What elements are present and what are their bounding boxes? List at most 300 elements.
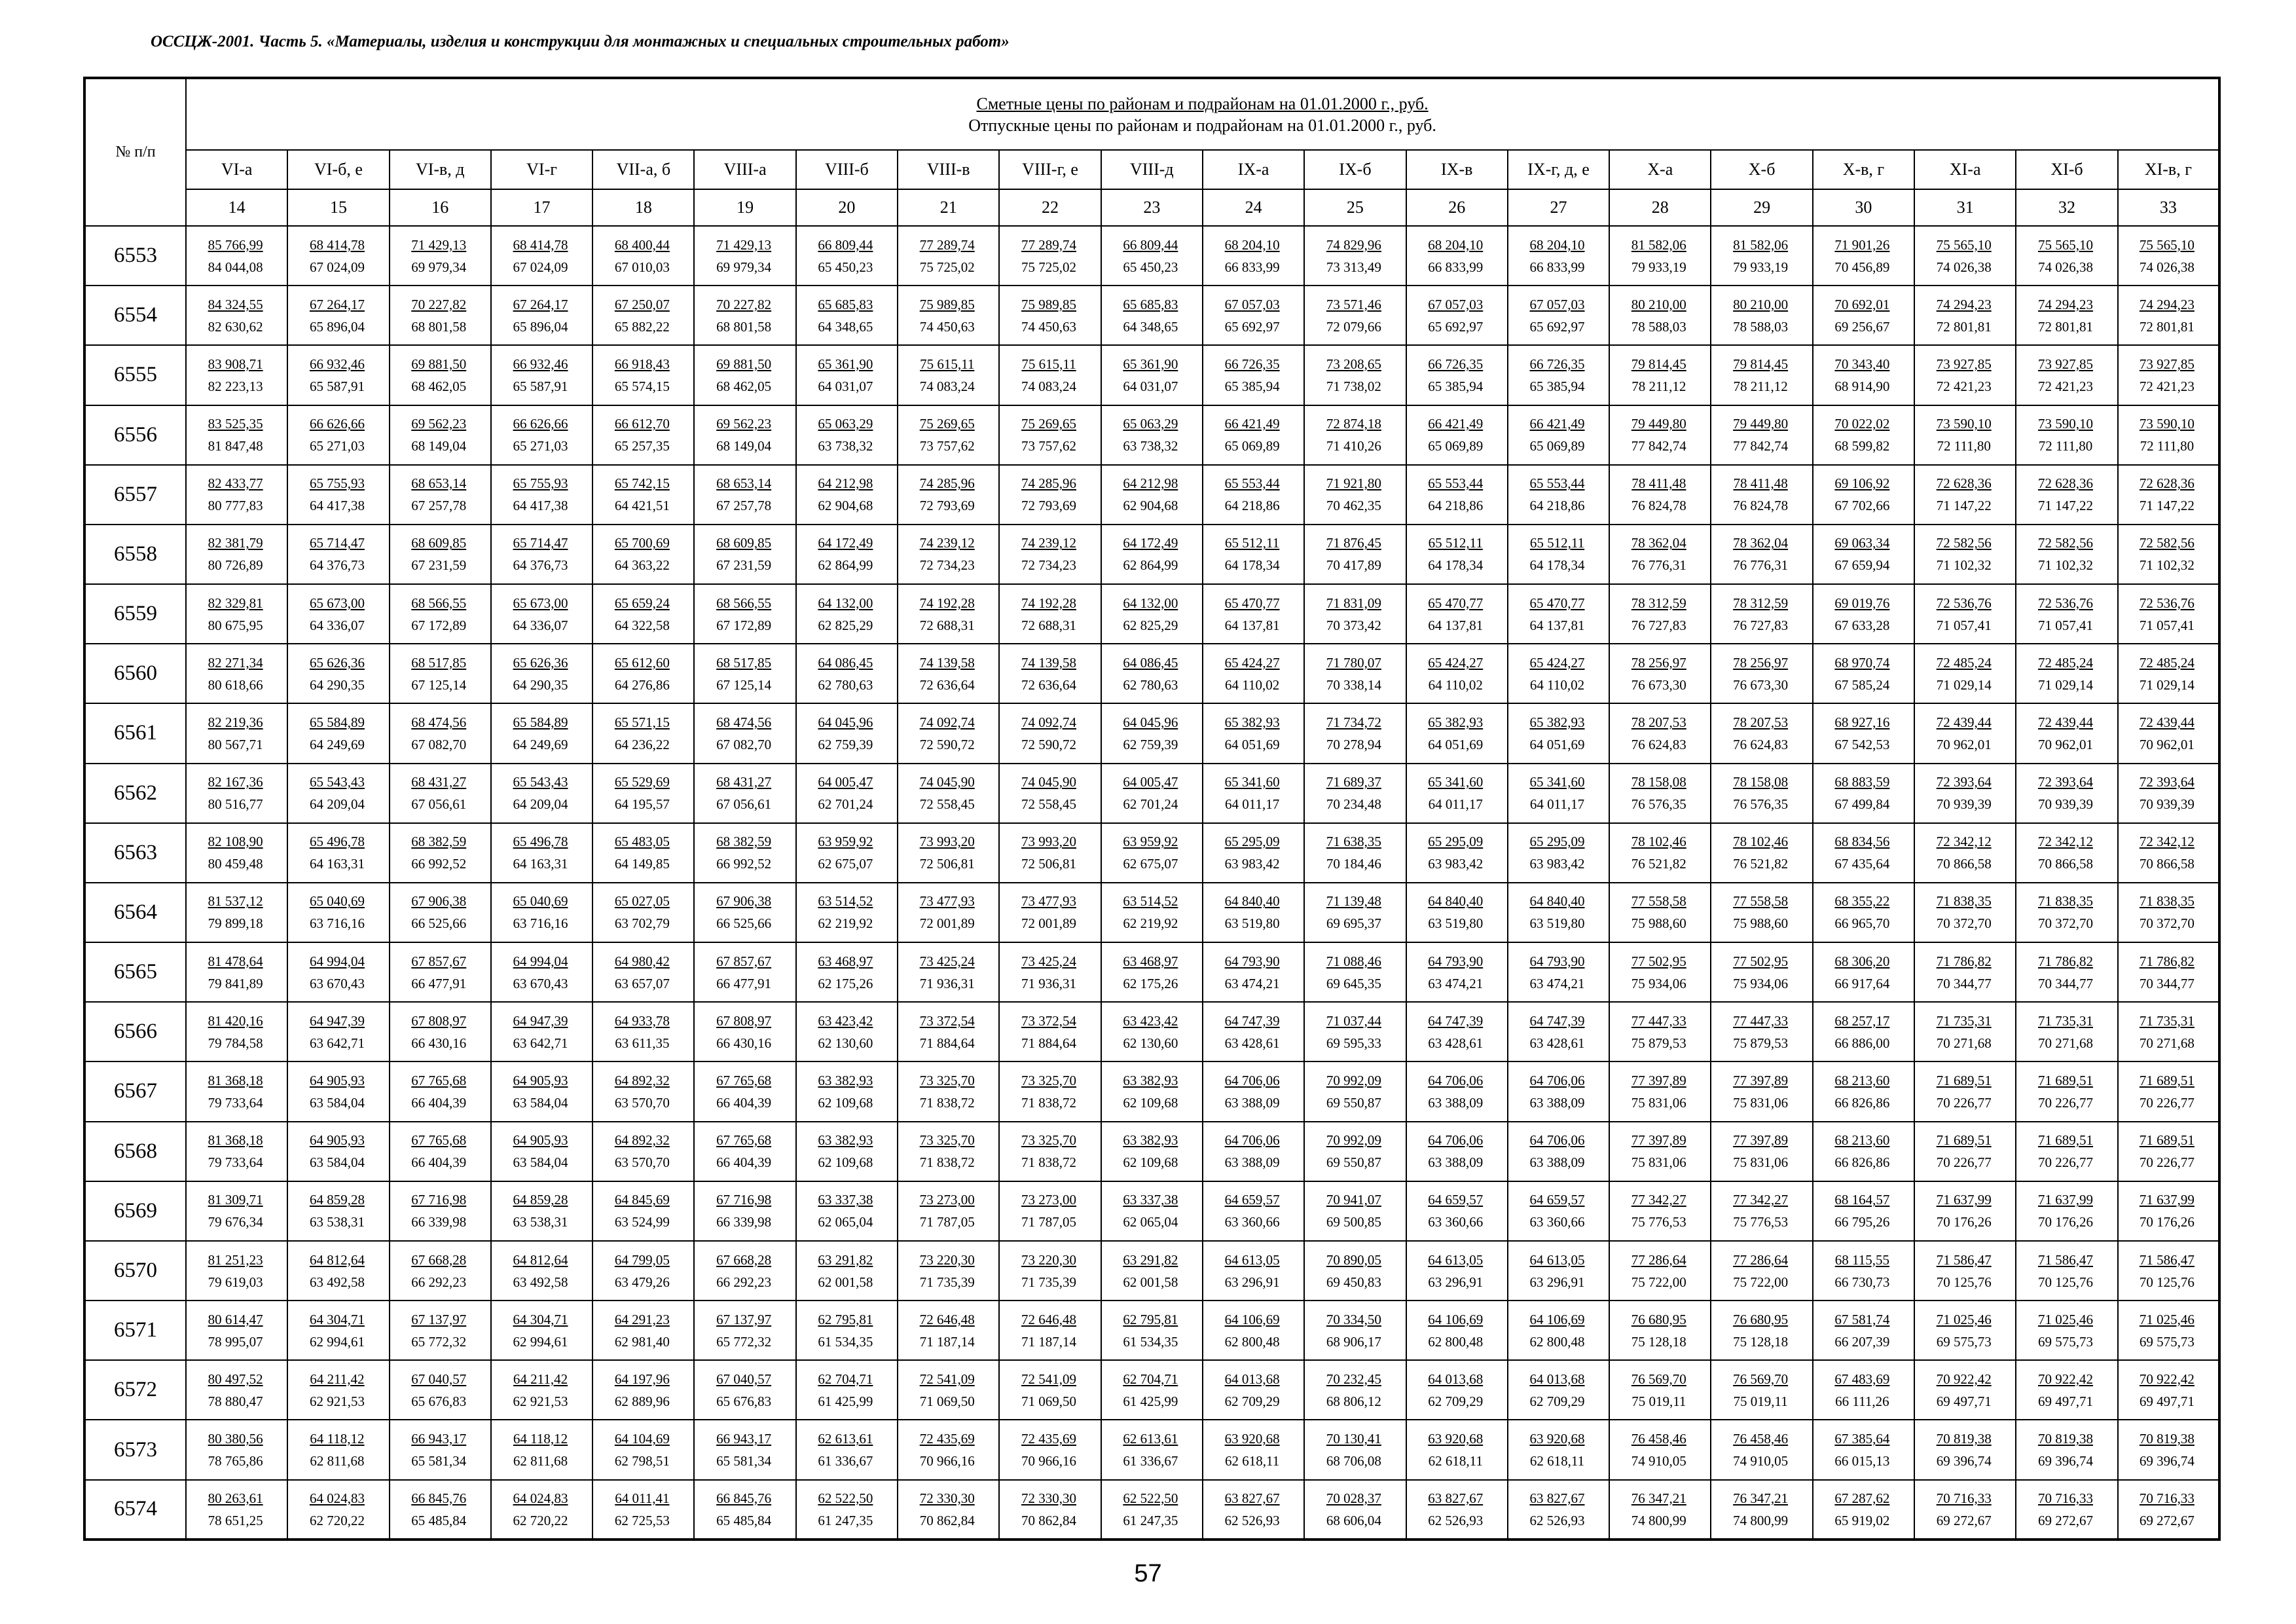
estimated-price: 77 397,89 [1733,1072,1789,1088]
estimated-price: 81 368,18 [208,1132,263,1149]
release-price: 74 026,38 [1936,259,1992,275]
estimated-price: 78 102,46 [1631,834,1686,850]
release-price: 78 588,03 [1631,318,1686,335]
price-cell [1406,1480,1508,1540]
price-cell [694,1181,795,1241]
release-price: 66 965,70 [1834,915,1890,932]
estimated-price: 67 668,28 [716,1251,772,1268]
release-price: 66 404,39 [716,1094,772,1111]
release-price: 79 784,58 [208,1035,263,1051]
price-cell [1406,525,1508,584]
release-price: 71 147,22 [1936,498,1992,514]
estimated-price: 64 613,05 [1428,1251,1484,1268]
release-price: 64 051,69 [1529,736,1585,752]
region-header: IX-в [1406,150,1508,189]
price-cell [1711,644,1812,703]
price-cell [287,883,389,942]
column-number: 14 [186,189,287,226]
estimated-price: 77 447,33 [1733,1012,1789,1029]
estimated-price: 64 812,64 [309,1251,365,1268]
price-cell [1203,764,1304,823]
estimated-price: 71 876,45 [1326,535,1381,551]
estimated-price: 65 496,78 [309,834,365,850]
release-price: 72 421,23 [1936,378,1992,394]
estimated-price: 71 025,46 [2139,1311,2195,1327]
release-price: 67 585,24 [1834,676,1890,693]
estimated-price: 64 212,98 [1123,475,1178,492]
estimated-price: 64 799,05 [614,1251,670,1268]
estimated-price: 77 502,95 [1631,953,1686,969]
column-number: 33 [2118,189,2219,226]
estimated-price: 72 439,44 [1936,714,1992,730]
price-cell [1609,823,1711,883]
release-price: 75 934,06 [1631,975,1686,991]
column-number: 30 [1813,189,1914,226]
price-cell [1101,345,1203,405]
estimated-price: 70 227,82 [411,296,467,312]
estimated-price: 65 529,69 [614,774,670,790]
estimated-price: 65 382,93 [1224,714,1280,730]
estimated-price: 80 380,56 [208,1431,263,1447]
estimated-price: 68 204,10 [1428,236,1484,253]
estimated-price: 65 040,69 [513,893,568,910]
estimated-price: 78 312,59 [1733,595,1789,611]
estimated-price: 71 586,47 [1936,1251,1992,1268]
estimated-price: 66 421,49 [1428,416,1484,432]
release-price: 64 218,86 [1428,498,1484,514]
price-cell [1813,703,1914,763]
price-cell [898,1301,999,1360]
table-row [84,644,2219,703]
release-price: 63 296,91 [1428,1274,1484,1290]
table-row [84,883,2219,942]
column-number: 16 [390,189,491,226]
release-price: 80 459,48 [208,856,263,872]
estimated-price: 67 264,17 [513,296,568,312]
release-price: 76 521,82 [1733,856,1789,872]
price-cell [491,1301,592,1360]
estimated-price: 66 726,35 [1224,356,1280,372]
release-price: 71 147,22 [2139,498,2195,514]
estimated-price: 64 706,06 [1224,1072,1280,1088]
price-cell [796,584,898,644]
release-price: 72 001,89 [919,915,975,932]
column-number: 28 [1609,189,1711,226]
price-cell [1101,703,1203,763]
release-price: 78 588,03 [1733,318,1789,335]
price-cell [999,1002,1101,1061]
table-row [84,286,2219,345]
price-cell [2118,584,2219,644]
release-price: 70 234,48 [1326,796,1381,813]
release-price: 62 701,24 [818,796,873,813]
release-price: 64 417,38 [309,498,365,514]
estimated-price: 64 106,69 [1428,1311,1484,1327]
estimated-price: 74 285,96 [919,475,975,492]
release-price: 67 231,59 [716,557,772,574]
release-price: 76 727,83 [1733,617,1789,633]
release-price: 64 110,02 [1225,676,1280,693]
row-number: 6565 [84,942,186,1002]
estimated-price: 78 362,04 [1631,535,1686,551]
price-cell [1406,1181,1508,1241]
price-cell [491,1241,592,1301]
release-price: 62 219,92 [1123,915,1178,932]
price-cell [1406,1122,1508,1181]
estimated-price: 69 562,23 [716,416,772,432]
release-price: 70 962,01 [1936,736,1992,752]
estimated-price: 72 628,36 [2037,475,2093,492]
price-cell [1304,1480,1406,1540]
price-cell [1711,345,1812,405]
estimated-price: 77 289,74 [919,236,975,253]
estimated-price: 73 477,93 [1021,893,1077,910]
release-price: 70 344,77 [1936,975,1992,991]
row-number: 6555 [84,345,186,405]
estimated-price: 67 857,67 [716,953,772,969]
release-price: 76 673,30 [1631,676,1686,693]
price-cell [491,883,592,942]
price-cell [796,525,898,584]
estimated-price: 64 197,96 [614,1371,670,1387]
estimated-price: 63 382,93 [818,1072,873,1088]
price-cell [1406,286,1508,345]
estimated-price: 64 304,71 [309,1311,365,1327]
price-cell [491,226,592,286]
release-price: 63 428,61 [1529,1035,1585,1051]
price-cell [491,405,592,465]
release-price: 66 795,26 [1834,1214,1890,1230]
price-cell [390,1122,491,1181]
release-price: 64 290,35 [309,676,365,693]
estimated-price: 73 477,93 [919,893,975,910]
price-cell [1304,703,1406,763]
price-cell [796,465,898,525]
release-price: 71 029,14 [1936,676,1992,693]
price-cell [898,226,999,286]
estimated-price: 64 747,39 [1428,1012,1484,1029]
price-cell [1609,1480,1711,1540]
release-price: 64 376,73 [513,557,568,574]
release-price: 67 172,89 [411,617,467,633]
price-cell [1508,286,1609,345]
release-price: 72 801,81 [2037,318,2093,335]
release-price: 75 831,06 [1733,1094,1789,1111]
estimated-price: 78 207,53 [1631,714,1686,730]
price-cell [2016,1480,2117,1540]
release-price: 63 524,99 [614,1214,670,1230]
column-number: 25 [1304,189,1406,226]
release-price: 64 178,34 [1224,557,1280,574]
estimated-price: 74 045,90 [919,774,975,790]
price-cell [1609,644,1711,703]
price-cell [694,286,795,345]
estimated-price: 79 814,45 [1733,356,1789,372]
estimated-price: 74 192,28 [919,595,975,611]
release-price: 71 838,72 [919,1154,975,1171]
price-cell [898,405,999,465]
price-cell [186,1181,287,1241]
estimated-price: 65 341,60 [1224,774,1280,790]
release-price: 67 082,70 [716,736,772,752]
price-cell [999,1061,1101,1121]
release-price: 64 163,31 [513,856,568,872]
estimated-price: 65 512,11 [1428,535,1483,551]
release-price: 70 417,89 [1326,557,1381,574]
price-cell [1508,1360,1609,1420]
estimated-price: 73 927,85 [2037,356,2093,372]
release-price: 64 236,22 [614,736,670,752]
price-cell [898,703,999,763]
column-number: 24 [1203,189,1304,226]
release-price: 74 910,05 [1631,1453,1686,1469]
price-cell [898,1480,999,1540]
price-cell [186,703,287,763]
estimated-price: 71 637,99 [1936,1192,1992,1208]
release-price: 63 388,09 [1428,1154,1484,1171]
region-header: X-б [1711,150,1812,189]
estimated-price: 68 653,14 [716,475,772,492]
release-price: 62 725,53 [614,1512,670,1528]
release-price: 62 175,26 [1123,975,1178,991]
release-price: 73 757,62 [1021,438,1077,454]
estimated-price: 66 845,76 [411,1490,467,1506]
row-number: 6572 [84,1360,186,1420]
estimated-price: 63 920,68 [1529,1431,1585,1447]
estimated-price: 63 959,92 [818,834,873,850]
price-cell [898,525,999,584]
estimated-price: 82 381,79 [208,535,263,551]
estimated-price: 67 057,03 [1224,296,1280,312]
price-cell [287,1061,389,1121]
release-price: 65 581,34 [716,1453,772,1469]
estimated-price: 64 013,68 [1428,1371,1484,1387]
release-price: 67 082,70 [411,736,467,752]
estimated-price: 64 859,28 [513,1192,568,1208]
price-cell [898,465,999,525]
release-price: 62 618,11 [1529,1453,1585,1469]
price-cell [1914,226,2016,286]
release-price: 62 994,61 [513,1333,568,1350]
price-cell [186,1241,287,1301]
release-price: 63 360,66 [1224,1214,1280,1230]
price-cell [1304,644,1406,703]
release-price: 64 421,51 [614,498,670,514]
release-price: 65 587,91 [513,378,568,394]
price-cell [1203,883,1304,942]
release-price: 66 404,39 [411,1094,467,1111]
price-cell [1914,525,2016,584]
estimated-price: 65 382,93 [1529,714,1585,730]
price-cell [2118,405,2219,465]
estimated-price: 65 470,77 [1428,595,1484,611]
estimated-price: 68 927,16 [1834,714,1890,730]
price-cell [1203,1002,1304,1061]
price-cell [390,1420,491,1479]
price-cell [592,1002,694,1061]
release-price: 62 921,53 [513,1393,568,1409]
estimated-price: 75 269,65 [919,416,975,432]
estimated-price: 64 747,39 [1224,1012,1280,1029]
estimated-price: 77 502,95 [1733,953,1789,969]
release-price: 69 979,34 [716,259,772,275]
release-price: 68 801,58 [411,318,467,335]
price-cell [898,584,999,644]
price-cell [2118,226,2219,286]
release-price: 68 462,05 [411,378,467,394]
estimated-price: 64 793,90 [1224,953,1280,969]
price-cell [1406,883,1508,942]
estimated-price: 63 337,38 [818,1192,873,1208]
region-header: IX-а [1203,150,1304,189]
release-price: 69 575,73 [1936,1333,1992,1350]
price-cell [592,226,694,286]
estimated-price: 65 700,69 [614,535,670,551]
release-price: 66 992,52 [716,856,772,872]
price-cell [1406,465,1508,525]
estimated-price: 64 845,69 [614,1192,670,1208]
estimated-price: 65 584,89 [309,714,365,730]
price-cell [287,465,389,525]
release-price: 71 102,32 [2037,557,2093,574]
price-cell [796,703,898,763]
estimated-price: 68 566,55 [411,595,467,611]
price-cell [186,764,287,823]
release-price: 65 574,15 [614,378,670,394]
price-cell [1101,1241,1203,1301]
release-price: 64 163,31 [309,856,365,872]
release-price: 64 348,65 [1123,318,1178,335]
estimated-price: 78 102,46 [1733,834,1789,850]
estimated-price: 74 294,23 [2139,296,2195,312]
price-cell [186,465,287,525]
estimated-price: 68 834,56 [1834,834,1890,850]
release-price: 65 882,22 [614,318,670,335]
price-cell [491,703,592,763]
price-cell [999,525,1101,584]
price-cell [1406,226,1508,286]
estimated-price: 71 139,48 [1326,893,1381,910]
release-price: 61 336,67 [818,1453,873,1469]
price-cell [186,584,287,644]
release-price: 75 722,00 [1631,1274,1686,1290]
price-cell [1406,823,1508,883]
price-cell [592,405,694,465]
estimated-price: 64 212,98 [818,475,873,492]
price-cell [796,405,898,465]
price-cell [491,584,592,644]
estimated-price: 77 397,89 [1631,1132,1686,1149]
release-price: 72 111,80 [1937,438,1991,454]
release-price: 70 226,77 [2037,1154,2093,1171]
price-cell [1508,764,1609,823]
price-cell [1609,405,1711,465]
estimated-price: 65 685,83 [818,296,873,312]
release-price: 70 271,68 [2139,1035,2195,1051]
estimated-price: 68 970,74 [1834,654,1890,671]
estimated-price: 64 706,06 [1529,1132,1585,1149]
price-cell [1508,226,1609,286]
release-price: 70 962,01 [2139,736,2195,752]
estimated-price: 71 780,07 [1326,654,1381,671]
estimated-price: 65 470,77 [1529,595,1585,611]
price-cell [592,764,694,823]
estimated-price: 64 840,40 [1428,893,1484,910]
price-cell [1304,584,1406,644]
estimated-price: 65 341,60 [1428,774,1484,790]
price-cell [999,764,1101,823]
estimated-price: 77 447,33 [1631,1012,1686,1029]
estimated-price: 75 565,10 [1936,236,1992,253]
region-header: VIII-б [796,150,898,189]
estimated-price: 73 927,85 [1936,356,1992,372]
price-cell [491,465,592,525]
price-cell [694,1301,795,1360]
release-price: 65 485,84 [716,1512,772,1528]
price-cell [1304,764,1406,823]
release-price: 67 702,66 [1834,498,1890,514]
row-number: 6564 [84,883,186,942]
estimated-price: 73 325,70 [1021,1072,1077,1088]
release-price: 64 110,02 [1428,676,1483,693]
release-price: 63 296,91 [1224,1274,1280,1290]
release-price: 75 019,11 [1733,1393,1788,1409]
release-price: 69 272,67 [1936,1512,1992,1528]
price-cell [796,226,898,286]
price-cell [186,525,287,584]
estimated-price: 73 590,10 [2139,416,2195,432]
release-price: 69 550,87 [1326,1154,1381,1171]
estimated-price: 64 106,69 [1529,1311,1585,1327]
release-price: 77 842,74 [1733,438,1789,454]
price-cell [390,1360,491,1420]
release-price: 70 226,77 [2037,1094,2093,1111]
release-price: 63 296,91 [1529,1274,1585,1290]
estimated-price: 71 429,13 [716,236,772,253]
estimated-price: 81 582,06 [1631,236,1686,253]
price-cell [1711,1002,1812,1061]
price-cell [1101,226,1203,286]
price-cell [1101,883,1203,942]
estimated-price: 63 423,42 [818,1012,873,1029]
release-price: 76 776,31 [1733,557,1789,574]
column-number: 19 [694,189,795,226]
release-price: 64 276,86 [614,676,670,693]
release-price: 66 992,52 [411,856,467,872]
release-price: 63 388,09 [1529,1154,1585,1171]
estimated-price: 65 685,83 [1123,296,1178,312]
release-price: 67 024,09 [309,259,365,275]
estimated-price: 73 993,20 [919,834,975,850]
release-price: 62 709,29 [1428,1393,1484,1409]
release-price: 64 031,07 [818,378,873,394]
price-cell [1609,1241,1711,1301]
price-cell [186,1002,287,1061]
estimated-price: 64 024,83 [513,1490,568,1506]
release-price: 64 137,81 [1224,617,1280,633]
estimated-price: 71 786,82 [2139,953,2195,969]
price-cell [592,1241,694,1301]
release-price: 69 645,35 [1326,975,1381,991]
price-cell [694,1061,795,1121]
estimated-price: 72 485,24 [2037,654,2093,671]
release-price: 66 339,98 [411,1214,467,1230]
release-price: 64 209,04 [513,796,568,813]
estimated-price: 71 025,46 [1936,1311,1992,1327]
price-cell [999,1420,1101,1479]
release-price: 65 692,97 [1224,318,1280,335]
estimated-price: 65 755,93 [309,475,365,492]
